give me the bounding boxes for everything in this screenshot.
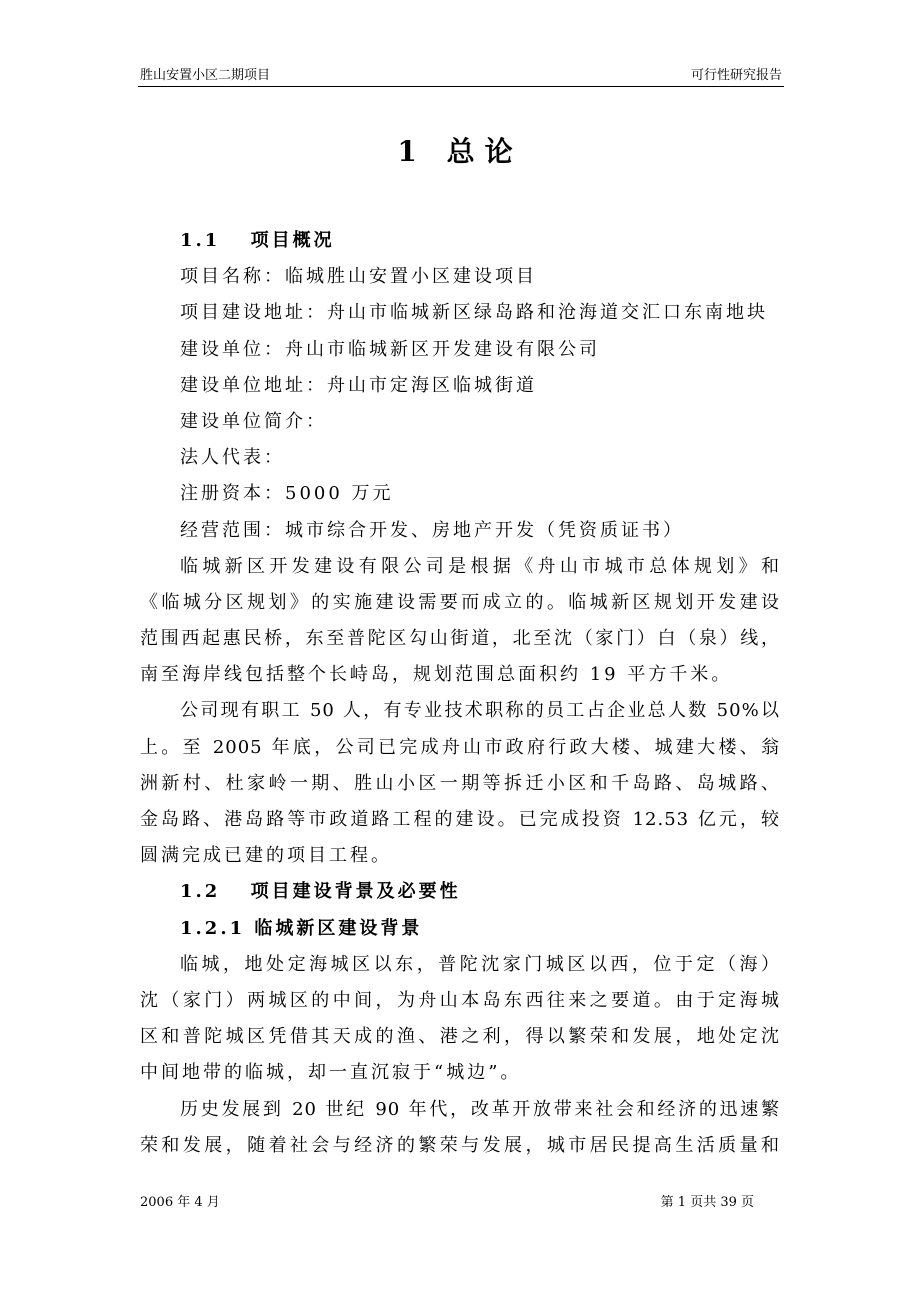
builder-intro-line: 建设单位简介： xyxy=(180,410,327,432)
paragraph-line: 洲新村、杜家岭一期、胜山小区一期等拆迁小区和千岛路、岛城路、 xyxy=(140,772,780,794)
paragraph-line: 沈（家门）两城区的中间，为舟山本岛东西往来之要道。由于定海城 xyxy=(140,989,780,1011)
builder-line: 建设单位：舟山市临城新区开发建设有限公司 xyxy=(180,338,600,360)
paragraph-line: 区和普陀城区凭借其天成的渔、港之利，得以繁荣和发展，地处定沈 xyxy=(140,1026,780,1048)
project-name-line: 项目名称：临城胜山安置小区建设项目 xyxy=(180,266,537,288)
paragraph-line: 荣和发展，随着社会与经济的繁荣与发展，城市居民提高生活质量和 xyxy=(140,1134,780,1156)
body-text xyxy=(140,223,780,1164)
running-header-left: 胜山安置小区二期项目 xyxy=(140,68,271,83)
builder-address-line: 建设单位地址：舟山市定海区临城街道 xyxy=(180,374,537,396)
chapter-title: 1 总论 xyxy=(397,135,523,168)
paragraph-line: 圆满完成已建的项目工程。 xyxy=(140,845,392,867)
business-scope-line: 经营范围：城市综合开发、房地产开发（凭资质证书） xyxy=(180,519,684,541)
paragraph-line: 公司现有职工 50 人，有专业技术职称的员工占企业总人数 50%以 xyxy=(180,700,780,722)
header-rule xyxy=(138,86,784,87)
paragraph-line: 中间地带的临城，却一直沉寂于“城边”。 xyxy=(140,1062,522,1084)
legal-rep-line: 法人代表： xyxy=(180,447,285,469)
subsection-heading-1-2-1: 1.2.1 临城新区建设背景 xyxy=(180,917,423,939)
paragraph-line: 临城新区开发建设有限公司是根据《舟山市城市总体规划》和 xyxy=(180,555,780,577)
project-address-line: 项目建设地址：舟山市临城新区绿岛路和沧海道交汇口东南地块 xyxy=(180,302,768,324)
registered-capital-line: 注册资本：5000 万元 xyxy=(180,483,394,505)
paragraph-line: 南至海岸线包括整个长峙岛，规划范围总面积约 19 平方千米。 xyxy=(140,664,733,686)
paragraph-line: 金岛路、港岛路等市政道路工程的建设。已完成投资 12.53 亿元，较 xyxy=(140,809,780,830)
paragraph-line: 历史发展到 20 世纪 90 年代，改革开放带来社会和经济的迅速繁 xyxy=(180,1098,780,1120)
paragraph-line: 临城，地处定海城区以东，普陀沈家门城区以西，位于定（海） xyxy=(180,953,780,975)
paragraph-line: 《临城分区规划》的实施建设需要而成立的。临城新区规划开发建设 xyxy=(140,591,780,613)
footer-date: 2006 年 4 月 xyxy=(140,1195,220,1210)
footer-page-number: 第 1 页共 39 页 xyxy=(660,1195,754,1210)
running-header-right: 可行性研究报告 xyxy=(690,68,782,83)
section-heading-1-2: 1.2 项目建设背景及必要性 xyxy=(180,881,461,903)
paragraph-line: 范围西起惠民桥，东至普陀区勾山街道，北至沈（家门）白（泉）线， xyxy=(140,628,780,650)
section-heading-1-1: 1.1 项目概况 xyxy=(180,230,335,251)
paragraph-line: 上。至 2005 年底，公司已完成舟山市政府行政大楼、城建大楼、翁 xyxy=(140,736,780,758)
